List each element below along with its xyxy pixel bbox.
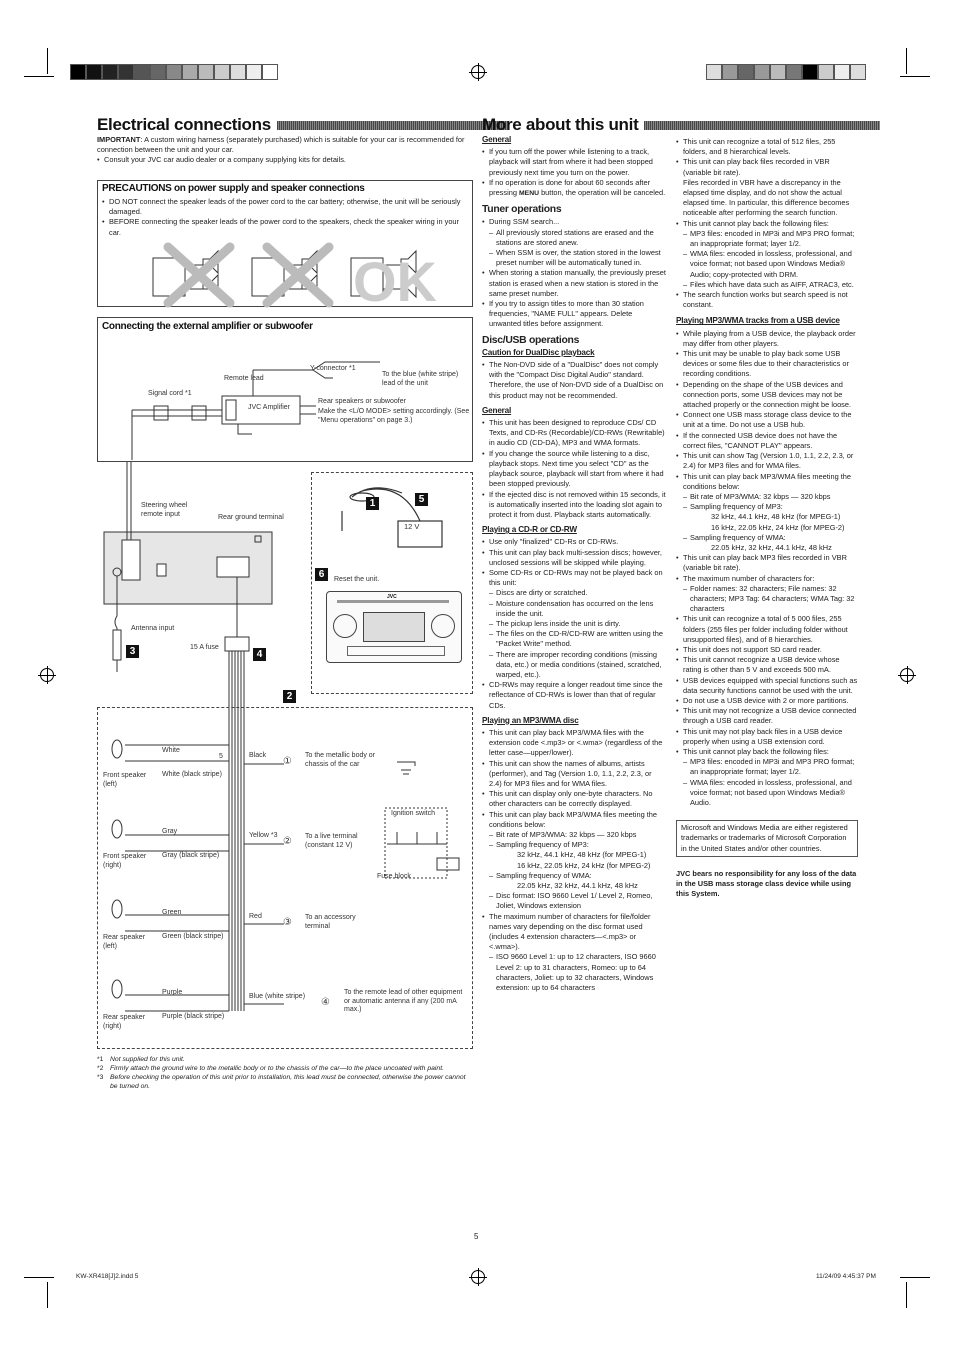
lead-red-target: To an accessory terminal <box>305 914 356 930</box>
wire-white: White <box>162 747 180 754</box>
fuse-block-label: Fuse block <box>377 873 411 880</box>
crop-mark <box>24 1277 54 1278</box>
slug-left: KW-XR418[J]2.indd 5 <box>76 1273 139 1280</box>
color-bar-right <box>706 64 866 80</box>
blue-lead-label: To the blue (white stripe) lead of the unit <box>382 371 459 387</box>
front-speaker-left: Front speaker (left) <box>103 772 147 788</box>
lead-blue-target: To the remote lead of other equipment or automatic antenna if any (200 mA max.) <box>344 989 463 1013</box>
step-3-marker: 3 <box>126 645 139 658</box>
wire-green: Green <box>162 909 182 916</box>
mp3-disc-heading: Playing an MP3/WMA disc <box>482 715 579 725</box>
disclaimer: JVC bears no responsibility for any loss of the data in the USB mass storage class device while using this System. <box>676 868 857 899</box>
lead-1-mark: ① <box>283 756 292 767</box>
electrical-connections-title: Electrical connections <box>97 115 507 135</box>
steering-remote-label: Steering wheel remote input <box>141 502 188 518</box>
amplifier-box <box>97 317 473 462</box>
crop-mark <box>47 1282 48 1308</box>
lead-yellow-target: To a live terminal (constant 12 V) <box>305 833 358 849</box>
registration-mark-top <box>471 65 485 79</box>
general-heading: General <box>482 135 512 144</box>
lead-yellow: Yellow *3 <box>249 832 278 839</box>
crop-mark <box>24 76 54 77</box>
signal-cord-label: Signal cord *1 <box>148 390 192 397</box>
lead-blue: Blue (white stripe) <box>249 993 306 1000</box>
rear-speakers-label: Rear speakers or subwoofer <box>318 398 406 405</box>
lead-2-mark: ② <box>283 836 292 847</box>
head-unit-face <box>326 591 462 663</box>
speaker-wiring-examples <box>148 243 437 313</box>
lo-mode-note: Make the <L/O MODE> setting accordingly. (See "Menu operations" on page 3.) <box>318 408 470 424</box>
front-speaker-right: Front speaker (right) <box>103 853 147 869</box>
step-2-marker: 2 <box>283 690 296 703</box>
amplifier-title: Connecting the external amplifier or subwoofer <box>102 321 313 332</box>
rear-speaker-right: Rear speaker (right) <box>103 1014 146 1030</box>
battery-reset-box <box>311 472 473 694</box>
color-bar-left <box>70 64 278 80</box>
jvc-amplifier-label: JVC Amplifier <box>248 404 291 411</box>
tuner-heading: Tuner operations <box>482 204 562 216</box>
lead-black-target: To the metallic body or chassis of the car <box>305 752 376 768</box>
page-number: 5 <box>474 1232 479 1241</box>
precautions-list: • DO NOT connect the speaker leads of the power cord to the car battery; otherwise, the unit will be seriously damaged. • BEFORE connecting the speaker leads of the power cord to the speakers, check the speaker wiring in your car. <box>102 197 470 238</box>
battery-voltage: 12 V <box>404 522 420 531</box>
column-2: General • If you turn off the power while listening to a track, playback will start from where it had been stopped previously next time you turn on the power. • If no operation is done for about 60 seconds after pressing MENU button, the operation will be canceled. Tuner operations • During SSM search... – All previously stored stations are erased and the stations are stored anew. – When SSM is over, the station stored in the lowest preset number will be automatically tuned in. • When storing a station manually, the previously preset station is erased when a new station is stored in the same preset number. • If you try to assign titles to more than 30 station frequencies, "NAME FULL" appears. Delete unwanted titles before assignment. Disc/USB operations Caution for DualDisc playback • The Non-DVD side of a "DualDisc" does not comply with the "Compact Disc Digital Audio" standard. Therefore, the use of Non-DVD side of a DualDisc on this product may not be recommended. General • This unit has been designed to reproduce CDs/ CD Texts, and CD-Rs (Recordable)/CD-RWs (Rewritable) in audio CD (CD-DA), MP3 and WMA formats. • If you change the source while listening to a disc, playback stops. Next time you select "CD" as the playback source, playback will start from where it had been stopped previously. • If the ejected disc is not removed within 15 seconds, it is automatically inserted into the loading slot again to protect it from dust. Playback starts automatically. Playing a CD-R or CD-RW • Use only "finalized" CD-Rs or CD-RWs. • This unit can play back multi-session discs; however, unclosed sessions will be skipped while playing. • Some CD-Rs or CD-RWs may not be played back on this unit: – Discs are dirty or scratched. – Moisture condensation has occurred on the lens inside the unit. – The pickup lens inside the unit is dirty. – The files on the CD-R/CD-RW are written using the "Packet Write" method. – There are improper recording conditions (missing data, etc.) or media conditions (stained, scratched, warped, etc.). • CD-RWs may require a longer readout time since the reflectance of CD-RWs is lower than that of regular CDs. Playing an MP3/WMA disc • This unit can play back MP3/WMA files with the extension code <.mp3> or <.wma> (regardless of the letter case—upper/lower). • This unit can show the names of albums, artists (performer), and Tag (Version 1.0, 1.1, 2.2, 2.3, or 2.4) for MP3 files and for WMA files. • This unit can display only one-byte characters. No other characters can be correctly displayed. • This unit can play back MP3/WMA files meeting the conditions below: – Bit rate of MP3/WMA: 32 kbps — 320 kbps – Sampling frequency of MP3: 32 kHz, 44.1 kHz, 48 kHz (for MPEG-1) 16 kHz, 22.05 kHz, 24 kHz (for MPEG-2) – Sampling frequency of WMA: 22.05 kHz, 32 kHz, 44.1 kHz, 48 kHz – Disc format: ISO 9660 Level 1/ Level 2, Romeo, Joliet, Windows extension • The maximum number of characters for file/folder names vary depending on the disc format used (includes 4 extension characters—<.mp3> or <.wma>). – ISO 9660 Level 1: up to 12 characters, ISO 9660 Level 2: up to 31 characters, Romeo: up to 64 characters, Joliet: up to 32 characters, Windows extension: up to 64 characters <box>482 133 666 993</box>
important-note: IMPORTANT: A custom wiring harness (separately purchased) which is suitable for your car is recommended for connection between the unit and your car. • Consult your JVC car audio dealer or a company supplying kits for details. <box>97 135 473 166</box>
y-connector-label: Y-connector *1 <box>310 365 356 372</box>
lead-4-mark: ④ <box>321 997 330 1008</box>
more-about-title: More about this unit <box>482 115 880 135</box>
step-5-marker: 5 <box>415 493 428 506</box>
battery-diagram <box>322 481 462 551</box>
disc-usb-heading: Disc/USB operations <box>482 334 580 346</box>
fuse-label: 15 A fuse <box>190 644 219 651</box>
registration-mark-left <box>40 668 54 682</box>
cdr-heading: Playing a CD-R or CD-RW <box>482 525 577 535</box>
crop-mark <box>906 48 907 74</box>
registration-mark-bottom <box>471 1270 485 1284</box>
remote-lead-label: Remote lead <box>224 375 264 382</box>
crop-mark <box>900 76 930 77</box>
lead-3-mark: ③ <box>283 917 292 928</box>
reset-label: Reset the unit. <box>334 576 380 583</box>
crop-mark <box>900 1277 930 1278</box>
footnotes: *1 Not supplied for this unit. *2 Firmly attach the ground wire to the metallic body or to the chassis of the car—to the place uncoated with paint. *3 Before checking the operation of this unit prior to installation, this lead must be connected, otherwise the power cannot be turned on. <box>97 1056 466 1090</box>
general2-heading: General <box>482 405 512 415</box>
column-3: • This unit can recognize a total of 512 files, 255 folders, and 8 hierarchical levels. • This unit can play back files recorded in VBR (variable bit rate). Files recorded in VBR have a discrepancy in the elapsed time display, and do not show the actual elapsed time. In particular, this difference becomes noticeable after performing the search function. • This unit cannot play back the following files: – MP3 files: encoded in MP3i and MP3 PRO format; an inappropriate format; layer 1/2. – WMA files: encoded in lossless, professional, and voice format; not based upon Windows Media® Audio; copy-protected with DRM. – Files which have data such as AIFF, ATRAC3, etc. • The search function works but search speed is not constant. Playing MP3/WMA tracks from a USB device • While playing from a USB device, the playback order may differ from other players. • This unit may be unable to play back some USB devices or some files due to their characteristics or recording conditions. • Depending on the shape of the USB devices and connection ports, some USB devices may not be attached properly or the connection might be loose. • Connect one USB mass storage class device to the unit at a time. Do not use a USB hub. • If the connected USB device does not have the correct files, "CANNOT PLAY" appears. • This unit can show Tag (Version 1.0, 1.1, 2.2, 2.3, or 2.4) for MP3 files and for WMA files. • This unit can play back MP3/WMA files meeting the conditions below: – Bit rate of MP3/WMA: 32 kbps — 320 kbps – Sampling frequency of MP3: 32 kHz, 44.1 kHz, 48 kHz (for MPEG-1) 16 kHz, 22.05 kHz, 24 kHz (for MPEG-2) – Sampling frequency of WMA: 22.05 kHz, 32 kHz, 44.1 kHz, 48 kHz • This unit can play back MP3 files recorded in VBR (variable bit rate). • The maximum number of characters for: – Folder names: 32 characters; File names: 32 characters; MP3 Tag: 64 characters; WMA Tag: 32 characters • This unit can recognize a total of 5 000 files, 255 folders (255 files per folder including folder without unsupported files), and of 8 hierarchies. • This unit does not support SD card reader. • This unit cannot recognize a USB device whose rating is other than 5 V and exceeds 500 mA. • USB devices equipped with special functions such as data security functions cannot be used with the unit. • Do not use a USB device with 2 or more partitions. • This unit may not recognize a USB device connected through a USB card reader. • This unit may not play back files in a USB device properly when using a USB extension cord. • This unit cannot play back the following files: – MP3 files: encoded in MP3i and MP3 PRO format; an inappropriate format; layer 1/2. – WMA files: encoded in lossless, professional, and voice format; not based upon Windows Media® Audio. Microsoft and Windows Media are either registered trademarks or trademarks of Microsoft Corporation in the United States and/or other countries. JVC bears no responsibility for any loss of the data in the USB mass storage class device while using this System. <box>676 137 858 899</box>
precautions-title: PRECAUTIONS on power supply and speaker connections <box>102 183 365 194</box>
lead-5-mark: 5 <box>219 753 223 760</box>
lead-red: Red <box>249 913 262 920</box>
step-4-marker: 4 <box>253 648 266 661</box>
usb-heading: Playing MP3/WMA tracks from a USB device <box>676 316 840 326</box>
rear-speaker-left: Rear speaker (left) <box>103 934 146 950</box>
jvc-logo: JVC <box>387 594 397 600</box>
rear-ground-label: Rear ground terminal <box>218 514 284 521</box>
ignition-switch-label: Ignition switch <box>391 810 435 817</box>
step-6-marker: 6 <box>315 568 328 581</box>
crop-mark <box>47 48 48 74</box>
dualdisc-heading: Caution for DualDisc playback <box>482 347 595 357</box>
precautions-box <box>97 180 473 313</box>
wire-gray: Gray <box>162 828 178 835</box>
step-1-marker: 1 <box>366 497 379 510</box>
wire-gray-stripe: Gray (black stripe) <box>162 852 220 859</box>
wire-white-stripe: White (black stripe) <box>162 771 222 778</box>
wire-purple: Purple <box>162 989 183 996</box>
trademark-box: Microsoft and Windows Media are either registered trademarks or trademarks of Microsoft Corporation in the United States and/or other countries. <box>676 820 858 857</box>
lead-black: Black <box>249 752 267 759</box>
registration-mark-right <box>900 668 914 682</box>
wire-green-stripe: Green (black stripe) <box>162 933 224 940</box>
ok-mark: OK <box>353 250 437 313</box>
wire-purple-stripe: Purple (black stripe) <box>162 1013 225 1020</box>
crop-mark <box>906 1282 907 1308</box>
antenna-input-label: Antenna input <box>131 625 175 632</box>
slug-right: 11/24/09 4:45:37 PM <box>816 1273 876 1280</box>
